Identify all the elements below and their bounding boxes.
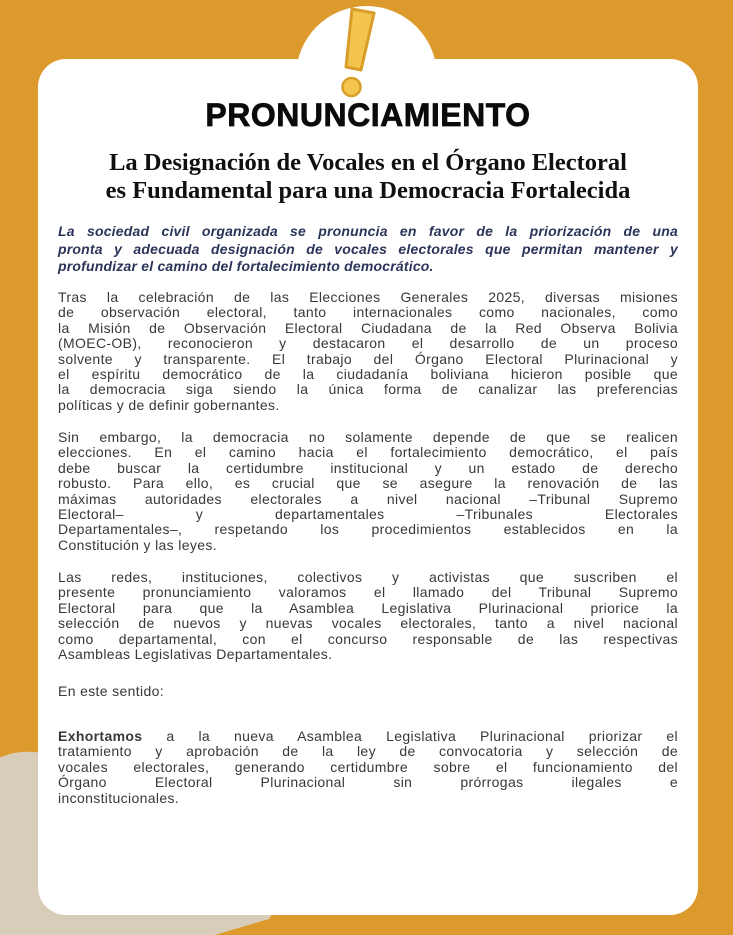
text-line: políticas y de definir gobernantes.	[58, 396, 280, 413]
text-line: Exhortamos a la nueva Asamblea Legislativa Plurinacional priorizar el	[58, 728, 678, 744]
text-line: selección de nuevos y nuevas vocales electorales, tanto a nivel nacional	[58, 615, 678, 632]
text-line: la Misión de Observación Electoral Ciudadana de la Red Observa Bolivia	[58, 319, 678, 336]
text-line: (MOEC-OB), reconocieron y destacaron el desarrollo de un proceso	[58, 335, 678, 352]
section-intro: En este sentido:	[58, 683, 164, 699]
page-title: PRONUNCIAMIENTO	[205, 97, 531, 133]
text-line: Departamentales–, respetando los procedimientos establecidos en la	[58, 521, 678, 538]
text-line: es Fundamental para una Democracia Fortalecida	[105, 176, 631, 204]
text-line: debe buscar la certidumbre institucional y un estado de derecho	[58, 459, 678, 476]
text-line: máximas autoridades electorales a nivel nacional –Tribunal Supremo	[58, 490, 678, 507]
text-line: solvente y transparente. El trabajo del Órgano Electoral Plurinacional y	[58, 350, 678, 367]
text-line: Asambleas Legislativas Departamentales.	[58, 646, 333, 663]
text-line: robusto. Para ello, es crucial que se asegure la renovación de las	[58, 475, 678, 492]
text-line: Órgano Electoral Plurinacional sin prórrogas ilegales e	[58, 774, 678, 791]
text-line: la democracia siga siendo la única forma de canalizar las preferencias	[58, 381, 678, 398]
text-line: Electoral para que la Asamblea Legislativa Plurinacional priorice la	[58, 599, 678, 616]
text-line: elecciones. En el camino hacia el fortalecimiento democrático, el país	[58, 444, 678, 461]
text-line: Las redes, instituciones, colectivos y activistas que suscriben el	[58, 569, 678, 585]
text-line: Tras la celebración de las Elecciones Generales 2025, diversas misiones	[58, 289, 678, 305]
text-line: vocales electorales, generando certidumbre sobre el funcionamiento del	[58, 758, 678, 775]
text-line: Sin embargo, la democracia no solamente depende de que se realicen	[58, 429, 678, 445]
text-line: La sociedad civil organizada se pronuncia en favor de la priorización de una	[58, 223, 678, 239]
text-line: Electoral– y departamentales –Tribunales Electorales	[58, 506, 678, 523]
text-line: Constitución y las leyes.	[58, 536, 217, 553]
text-line: profundizar el camino del fortalecimiento democrático.	[58, 258, 434, 275]
text-line: pronta y adecuada designación de vocales electorales que permitan mantener y	[58, 240, 678, 257]
text-line: de observación electoral, tanto internacionales como nacionales, como	[58, 304, 678, 321]
text-line: como departamental, con el concurso responsable de las respectivas	[58, 630, 678, 647]
text-line: presente pronunciamiento valoramos el llamado del Tribunal Supremo	[58, 584, 678, 601]
text-line: el espíritu democrático de la ciudadanía boliviana hicieron posible que	[58, 366, 678, 383]
text-line: tratamiento y aprobación de la ley de convocatoria y selección de	[58, 743, 678, 760]
text-line: La Designación de Vocales en el Órgano Electoral	[109, 149, 627, 176]
text-line: inconstitucionales.	[58, 789, 180, 806]
